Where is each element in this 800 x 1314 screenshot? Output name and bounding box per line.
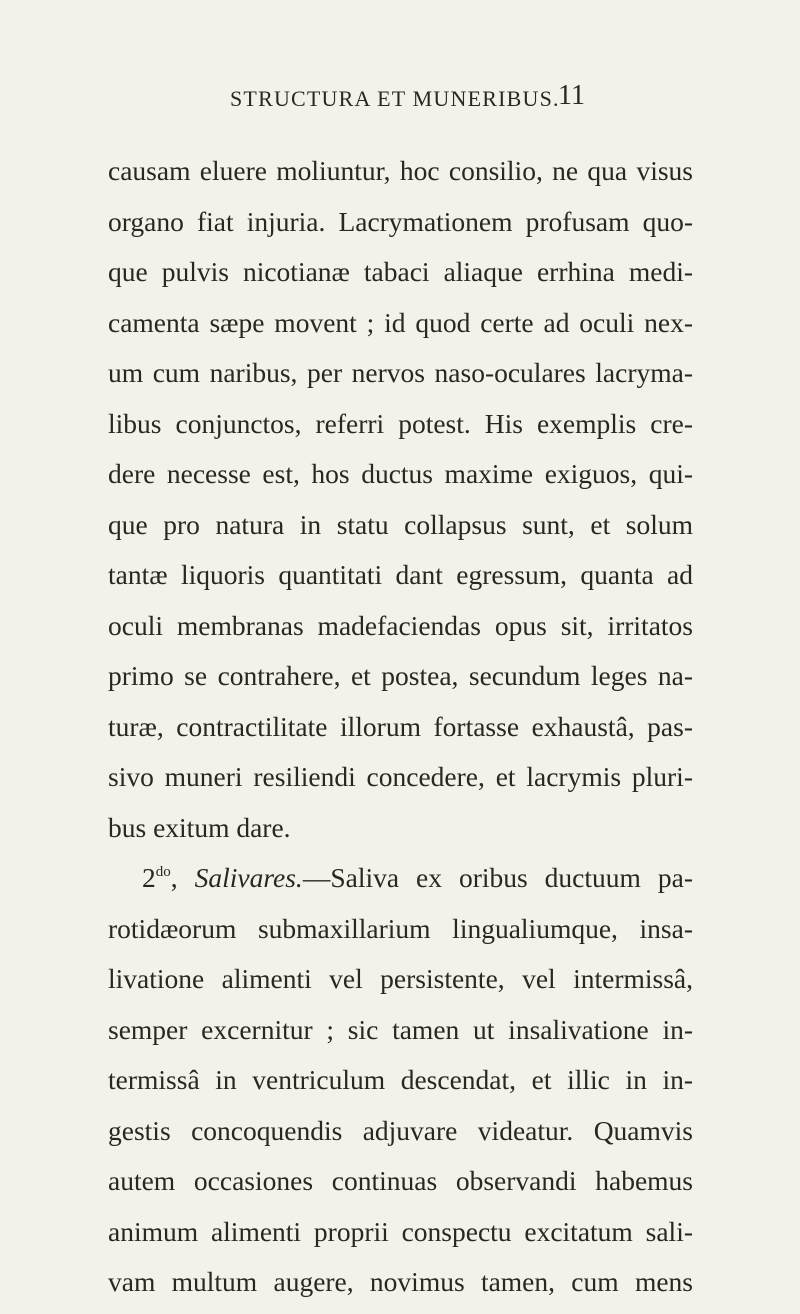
section-first-line-text: —Saliva ex oribus ductuum pa- (302, 862, 694, 893)
text-line: turæ, contractilitate illorum fortasse exhaustâ, pas- (108, 710, 693, 742)
text-line: dere necesse est, hos ductus maxime exiguos, qui- (108, 458, 693, 489)
text-line: animum alimenti proprii conspectu excitatum sali- (108, 1215, 693, 1247)
text-line: bus exitum dare. (108, 811, 291, 843)
running-head (230, 80, 585, 120)
text-line: um cum naribus, per nervos naso-oculares lacryma- (108, 357, 693, 388)
text-line: tantæ liquoris quantitati dant egressum, quanta ad (108, 559, 693, 590)
text-line: organo fiat injuria. Lacrymationem profusam quo- (108, 205, 693, 237)
text-line: sivo muneri resiliendi concedere, et lacrymis pluri- (108, 761, 693, 792)
ordinal-base: 2 (142, 862, 156, 893)
body-text (108, 146, 693, 1308)
text-line: oculi membranas madefaciendas opus sit, irritatos (108, 609, 693, 641)
text-line: libus conjunctos, referri potest. His exemplis cre- (108, 407, 693, 439)
text-line: autem occasiones continuas observandi habemus (108, 1165, 693, 1196)
text-line: vam multum augere, novimus tamen, cum mens (108, 1266, 693, 1297)
text-line: camenta sæpe movent ; id quod certe ad oculi nex- (108, 306, 693, 338)
section-heading: Salivares. (194, 862, 303, 893)
section-first-line (108, 853, 693, 904)
text-line: que pulvis nicotianæ tabaci aliaque errhina medi- (108, 256, 693, 287)
text-line: primo se contrahere, et postea, secundum leges na- (108, 660, 693, 691)
text-line: rotidæorum submaxillarium lingualiumque, insa- (108, 912, 693, 944)
running-title: STRUCTURA ET MUNERIBUS. (230, 86, 560, 111)
text-line: termissâ in ventriculum descendat, et illic in in- (108, 1064, 693, 1095)
text-line: causam eluere moliuntur, hoc consilio, ne qua visus (108, 155, 693, 186)
ordinal-separator: , (170, 862, 195, 893)
section-ordinal (142, 853, 171, 904)
text-line: gestis concoquendis adjuvare videatur. Quamvis (108, 1114, 693, 1146)
text-line: que pro natura in statu collapsus sunt, et solum (108, 508, 693, 540)
text-line: semper excernitur ; sic tamen ut insalivatione in- (108, 1013, 693, 1045)
ordinal-superscript: do (155, 864, 171, 880)
text-line: livatione alimenti vel persistente, vel intermissâ, (108, 963, 693, 994)
page-number: 11 (558, 80, 585, 111)
